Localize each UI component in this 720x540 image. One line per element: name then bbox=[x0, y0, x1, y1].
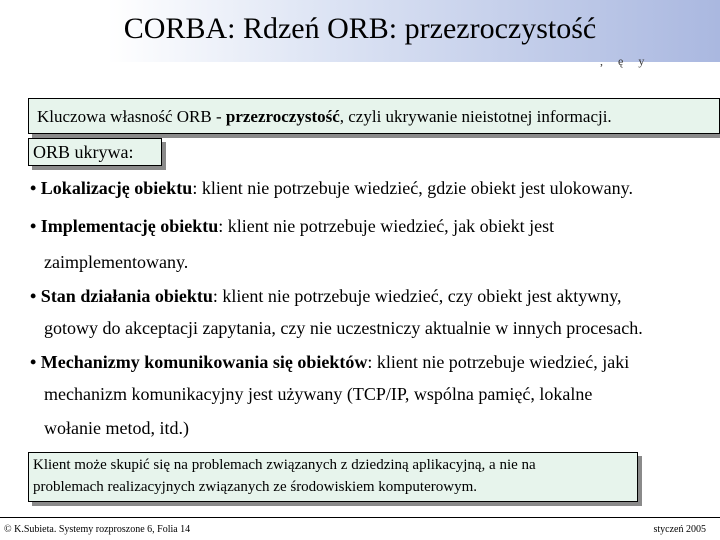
bullet-2-bold: • Implementację obiektu bbox=[30, 216, 219, 236]
bullet-3-text: : klient nie potrzebuje wiedzieć, czy obiekt jest aktywny, bbox=[212, 286, 622, 306]
bullet-3-line-1 bbox=[30, 286, 622, 307]
key-property-text bbox=[37, 107, 612, 127]
bullet-2-text: : klient nie potrzebuje wiedzieć, jak obiekt jest bbox=[218, 216, 555, 236]
footer-divider bbox=[0, 517, 720, 518]
bullet-1-bold: • Lokalizację obiektu bbox=[30, 178, 193, 198]
title-cut-text: , ę y bbox=[600, 54, 651, 68]
bullet-4-text: : klient nie potrzebuje wiedzieć, jaki bbox=[367, 352, 630, 372]
bullet-4-line-1 bbox=[30, 352, 629, 373]
bullet-3-bold: • Stan działania obiektu bbox=[30, 286, 213, 306]
footer-copyright: © K.Subieta. Systemy rozproszone 6, Folia 14 bbox=[4, 524, 191, 535]
conclusion-line-2: problemach realizacyjnych związanych ze środowiskiem komputerowym. bbox=[33, 479, 478, 495]
bullet-1-text: : klient nie potrzebuje wiedzieć, gdzie obiekt jest ulokowany. bbox=[192, 178, 634, 198]
bullet-4-line-2: mechanizm komunikacyjny jest używany (TCP/IP, wspólna pamięć, lokalne bbox=[44, 384, 593, 404]
bullet-3-line-2: gotowy do akceptacji zapytania, czy nie uczestniczy aktualnie w innych procesach. bbox=[44, 318, 643, 338]
slide-title: CORBA: Rdzeń ORB: przezroczystość bbox=[123, 12, 597, 45]
bullet-2-line-2: zaimplementowany. bbox=[44, 252, 189, 272]
bullet-4-line-3: wołanie metod, itd.) bbox=[44, 418, 189, 438]
orb-hides-label: ORB ukrywa: bbox=[33, 142, 134, 162]
footer-date: styczeń 2005 bbox=[653, 524, 706, 535]
key-property-box bbox=[28, 98, 720, 134]
conclusion-box bbox=[28, 452, 638, 502]
orb-hides-box bbox=[28, 138, 162, 166]
key-bold: przezroczystość bbox=[225, 107, 340, 126]
bullet-1-line-1 bbox=[30, 178, 633, 199]
key-suffix: , czyli ukrywanie nieistotnej informacji. bbox=[339, 107, 612, 126]
bullet-4-bold: • Mechanizmy komunikowania się obiektów bbox=[30, 352, 368, 372]
conclusion-line-1: Klient może skupić się na problemach związanych z dziedziną aplikacyjną, a nie na bbox=[33, 457, 536, 473]
key-prefix: Kluczowa własność ORB - bbox=[37, 107, 226, 126]
bullet-2-line-1 bbox=[30, 216, 554, 237]
